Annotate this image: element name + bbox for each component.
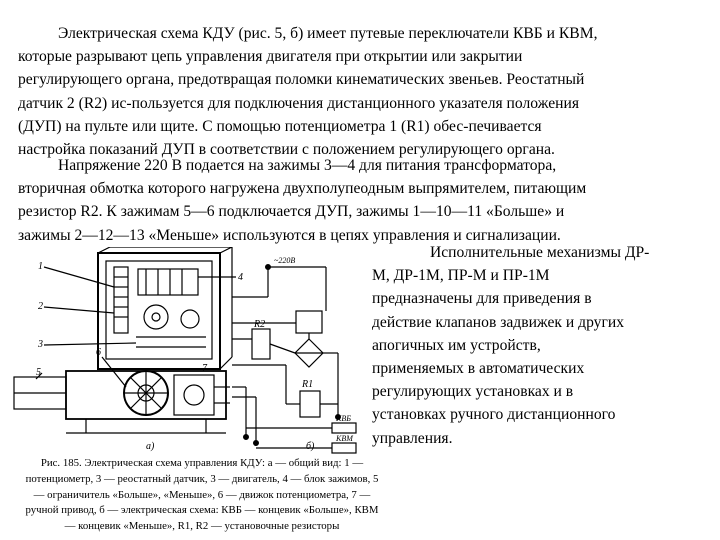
side-paragraph <box>372 241 702 450</box>
figure-caption <box>0 456 404 535</box>
side-line: предназначены для приведения в <box>372 290 592 308</box>
label-r2: R2 <box>254 319 266 330</box>
callout-2: 2 <box>38 301 43 312</box>
callout-4: 4 <box>238 272 243 283</box>
side-line: М, ДР-1М, ПР-М и ПР-1М <box>372 267 550 285</box>
callout-7: 7 <box>202 363 207 374</box>
side-line: апогичных им устройств, <box>372 336 541 354</box>
side-line: действие клапанов задвижек и других <box>372 313 624 331</box>
side-line: регулирующих установках и в <box>372 383 574 401</box>
label-kvb: КВБ <box>336 414 351 423</box>
label-a: а) <box>146 441 155 452</box>
paragraph-line: вторичная обмотка которого нагружена двухполупеодным выпрямителем, питающим <box>18 180 587 198</box>
paragraph-line: регулирующего органа, предотвращая поломки кинематических звеньев. Реостатный <box>18 71 585 89</box>
paragraph-line: Электрическая схема КДУ (рис. 5, б) имеет путевые переключатели КВБ и КВМ, <box>58 25 598 42</box>
label-supply: ~220В <box>274 256 296 265</box>
paragraph-line: резистор R2. К зажимам 5—6 подключается ДУП, зажимы 1—10—11 «Больше» и <box>18 203 565 221</box>
label-b: б) <box>306 441 315 452</box>
label-kvm: КВМ <box>336 434 353 443</box>
caption-line: Рис. 185. Электрическая схема управления КДУ: а — общий вид: 1 — <box>40 457 364 469</box>
general-view-drawing <box>14 247 236 433</box>
paragraph-line: настройка показаний ДУП в соответствии с положением регулирующего органа. <box>18 141 555 159</box>
paragraph-line: которые разрывают цепь управления двигателя при открытии или закрытии <box>18 48 523 66</box>
paragraph-line: Напряжение 220 В подается на зажимы 3—4 для питания трансформатора, <box>58 157 557 174</box>
side-line: управления. <box>372 429 453 447</box>
caption-line: ручной привод, б — электрическая схема: КВБ — концевик «Больше», КВМ <box>25 504 379 517</box>
callout-6: 6 <box>96 347 101 358</box>
paragraph-2 <box>18 154 704 247</box>
label-r1: R1 <box>302 379 314 390</box>
caption-line: потенциометр, 3 — реостатный датчик, 3 — двигатель, 4 — блок зажимов, 5 <box>25 472 379 485</box>
side-line: Исполнительные механизмы ДР- <box>430 244 650 261</box>
paragraph-line: (ДУП) на пульте или щите. С помощью потенциометра 1 (R1) обес-печивается <box>18 117 542 135</box>
caption-line: — концевик «Меньше», R1, R2 — установочные резисторы <box>64 520 340 533</box>
paragraph-1 <box>18 22 704 161</box>
callout-3: 3 <box>38 339 43 350</box>
electrical-schematic <box>232 265 356 453</box>
schematic-figure <box>6 247 368 455</box>
callout-5: 5 <box>36 367 41 378</box>
paragraph-line: зажимы 2—12—13 «Меньше» используются в цепях управления и сигнализации. <box>18 226 561 244</box>
caption-line: — ограничитель «Больше», «Меньше», 6 — движок потенциометра, 7 — <box>33 488 371 501</box>
side-line: применяемых в автоматических <box>372 360 585 378</box>
paragraph-line: датчик 2 (R2) ис-пользуется для подключения дистанционного указателя положения <box>18 94 580 112</box>
side-line: установках ручного дистанционного <box>372 406 616 424</box>
callout-1: 1 <box>38 261 43 272</box>
